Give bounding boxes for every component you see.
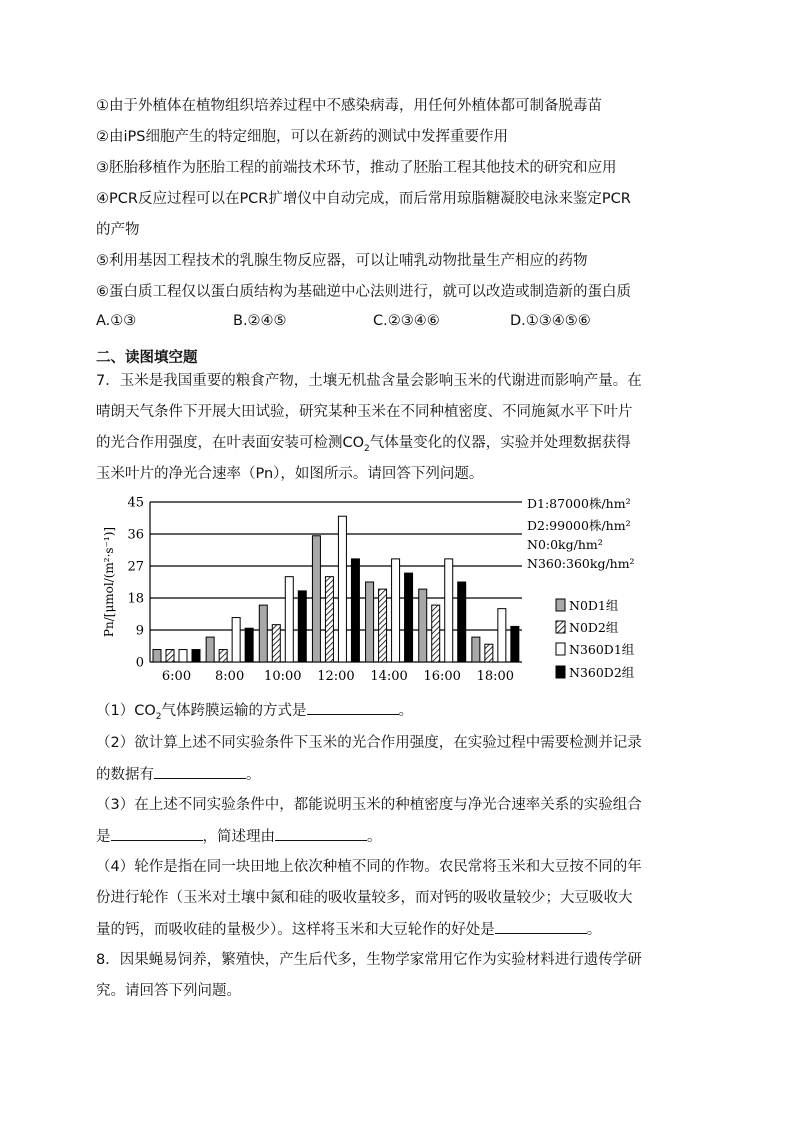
section-heading: 二、读图填空题 xyxy=(96,350,198,366)
y-axis-label: Pn/[μmol/(m²·s⁻¹)] xyxy=(102,526,116,638)
x-tick-label-3: 12:00 xyxy=(317,669,355,684)
q7-sub-2-a: （2）欲计算上述不同实验条件下玉米的光合作用强度，在实验过程中需要检测并记录 xyxy=(96,735,642,751)
pn-bar-chart xyxy=(96,494,696,692)
bar-0-1 xyxy=(166,650,174,662)
bar-5-0 xyxy=(419,589,427,662)
q7-sub-2-b-text: 的数据有 xyxy=(96,767,154,783)
q7-sub-1-post: 气体跨膜运输的方式是 xyxy=(161,703,307,719)
bar-2-3 xyxy=(298,591,306,662)
legend-swatch-1 xyxy=(556,621,565,633)
q7-line-3-a: 的光合作用强度，在叶表面安装可检测CO xyxy=(96,435,365,451)
answer-blank-2[interactable] xyxy=(154,764,246,779)
q7-line-3-b: 气体量变化的仪器，实验并处理数据获得 xyxy=(369,435,631,451)
x-tick-label-0: 6:00 xyxy=(161,669,192,684)
co2-subscript-2: 2 xyxy=(155,711,162,722)
bar-1-1 xyxy=(219,650,227,662)
statement-6: ⑥蛋白质工程仅以蛋白质结构为基础逆中心法则进行，就可以改造或制造新的蛋白质 xyxy=(96,284,631,300)
answer-blank-4[interactable] xyxy=(275,826,367,841)
bar-3-0 xyxy=(312,536,320,662)
annotation-3: N360:360kg/hm² xyxy=(527,556,635,571)
bar-4-3 xyxy=(405,573,413,662)
bar-6-2 xyxy=(498,609,506,662)
bar-5-3 xyxy=(458,582,466,662)
q7-sub-4-b: 份进行轮作（玉米对土壤中氮和硅的吸收量较多，而对钙的吸收量较少；大豆吸收大 xyxy=(96,890,633,906)
legend-label-1: N0D2组 xyxy=(569,620,619,635)
x-tick-label-6: 18:00 xyxy=(476,669,515,684)
bar-1-2 xyxy=(232,618,240,662)
legend-swatch-0 xyxy=(556,599,565,611)
bar-6-1 xyxy=(485,644,493,662)
q7-sub-4-end: 。 xyxy=(586,922,602,938)
legend-label-3: N360D2组 xyxy=(569,665,635,680)
y-tick-label-3: 27 xyxy=(127,559,144,575)
bar-2-0 xyxy=(259,605,267,662)
y-tick-label-0: 0 xyxy=(135,655,144,671)
bar-0-0 xyxy=(153,650,161,662)
statement-1: ①由于外植体在植物组织培养过程中不感染病毒，用任何外植体都可制备脱毒苗 xyxy=(96,98,602,114)
statement-2: ②由iPS细胞产生的特定细胞，可以在新药的测试中发挥重要作用 xyxy=(96,129,508,145)
q7-sub-4-a: （4）轮作是指在同一块田地上依次种植不同的作物。农民常将玉米和大豆按不同的年 xyxy=(96,859,642,875)
q7-sub-4-c-text: 量的钙，而吸收硅的量极少）。这样将玉米和大豆轮作的好处是 xyxy=(96,922,495,938)
co2-subscript: 2 xyxy=(364,443,370,454)
statement-3: ③胚胎移植作为胚胎工程的前端技术环节，推动了胚胎工程其他技术的研究和应用 xyxy=(96,160,617,176)
q7-sub-2-end: 。 xyxy=(246,767,261,783)
bar-6-3 xyxy=(511,626,519,662)
legend-label-2: N360D1组 xyxy=(569,642,635,657)
bar-4-2 xyxy=(392,559,400,662)
bar-5-1 xyxy=(432,605,440,662)
legend-swatch-2 xyxy=(556,643,565,655)
answer-blank-3[interactable] xyxy=(111,826,203,841)
q7-line-1: 7．玉米是我国重要的粮食产物，土壤无机盐含量会影响玉米的代谢进而影响产量。在 xyxy=(96,373,642,389)
answer-blank-1[interactable] xyxy=(307,700,399,715)
q7-sub-2-b xyxy=(96,764,261,785)
q7-sub-3-mid: ，简述理由 xyxy=(202,829,275,845)
bar-1-0 xyxy=(206,637,214,662)
q7-sub-1 xyxy=(96,700,413,727)
q7-sub-3-a: （3）在上述不同实验条件中，都能说明玉米的种植密度与净光合速率关系的实验组合 xyxy=(96,797,642,813)
bar-4-1 xyxy=(379,589,387,662)
statement-5: ⑤利用基因工程技术的乳腺生物反应器，可以让哺乳动物批量生产相应的药物 xyxy=(96,253,588,269)
bar-1-3 xyxy=(245,628,253,662)
bar-2-2 xyxy=(285,577,293,662)
q7-line-4: 玉米叶片的净光合速率（Pn），如图所示。请回答下列问题。 xyxy=(96,466,484,482)
q7-sub-1-end: 。 xyxy=(398,703,413,719)
y-tick-label-2: 18 xyxy=(127,591,144,607)
bar-3-3 xyxy=(351,559,359,662)
bar-3-2 xyxy=(338,516,346,662)
annotation-2: N0:0kg/hm² xyxy=(527,537,603,552)
legend-label-0: N0D1组 xyxy=(569,598,619,613)
bar-5-2 xyxy=(445,559,453,662)
q7-line-2: 晴朗天气条件下开展大田试验，研究某种玉米在不同种植密度、不同施氮水平下叶片 xyxy=(96,404,633,420)
statement-4: ④PCR反应过程可以在PCR扩增仪中自动完成，而后常用琼脂糖凝胶电泳来鉴定PCR xyxy=(96,191,631,207)
bar-2-1 xyxy=(272,625,280,662)
y-tick-label-5: 45 xyxy=(127,495,144,511)
statement-4-cont: 的产物 xyxy=(96,222,140,238)
option-c[interactable]: C.②③④⑥ xyxy=(373,313,440,329)
option-d[interactable]: D.①③④⑤⑥ xyxy=(510,313,591,329)
x-tick-label-5: 16:00 xyxy=(423,669,461,684)
answer-blank-5[interactable] xyxy=(495,919,587,934)
bar-0-2 xyxy=(179,650,187,662)
q7-sub-3-b xyxy=(96,826,382,847)
annotation-0: D1:87000株/hm² xyxy=(527,496,631,511)
q7-sub-4-c xyxy=(96,919,601,940)
q8-line-2: 究。请回答下列问题。 xyxy=(96,983,241,999)
q7-sub-3-end: 。 xyxy=(367,829,382,845)
q8-line-1: 8．因果蝇易饲养，繁殖快，产生后代多，生物学家常用它作为实验材料进行遗传学研 xyxy=(96,952,642,968)
option-a[interactable]: A.①③ xyxy=(96,313,137,329)
x-tick-label-1: 8:00 xyxy=(215,669,245,684)
annotation-1: D2:99000株/hm² xyxy=(527,518,631,533)
x-tick-label-2: 10:00 xyxy=(264,669,302,684)
q7-sub-3-b-text: 是 xyxy=(96,829,111,845)
bar-4-0 xyxy=(366,582,374,662)
y-tick-label-4: 36 xyxy=(127,527,144,543)
q7-sub-1-pre: （1）CO xyxy=(96,703,156,719)
bar-3-1 xyxy=(325,577,333,662)
q7-line-3 xyxy=(96,433,631,459)
x-tick-label-4: 14:00 xyxy=(370,669,408,684)
answer-options xyxy=(96,313,656,335)
bar-6-0 xyxy=(472,637,480,662)
bar-0-3 xyxy=(192,650,200,662)
option-b[interactable]: B.②④⑤ xyxy=(233,313,287,329)
y-tick-label-1: 9 xyxy=(135,623,144,639)
legend-swatch-3 xyxy=(556,666,565,678)
